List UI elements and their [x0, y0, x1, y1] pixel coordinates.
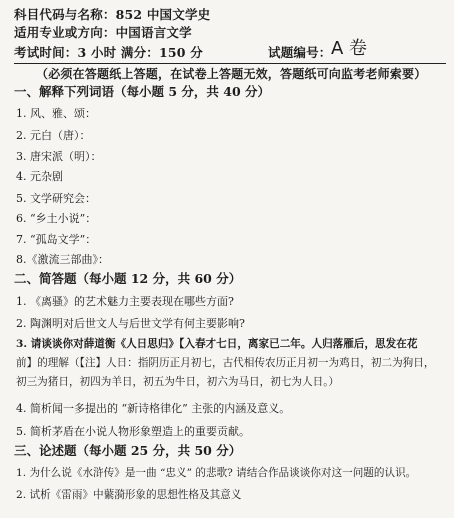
section-1-item: 5. 文学研究会：	[16, 192, 96, 205]
section-3-question-2: 2. 试析《雷雨》中蘩漪形象的思想性格及其意义	[16, 489, 242, 501]
section-1-item: 2. 元白（唐）：	[16, 129, 91, 142]
section-1-item: 3. 唐宋派（明）：	[16, 150, 102, 163]
section-2-question-1: 1. 《离骚》的艺术魅力主要表现在哪些方面?	[16, 295, 234, 308]
section-2-question-4: 4. 简析闻一多提出的 “新诗格律化” 主张的内涵及意义。	[16, 402, 291, 415]
section-1-item: 1. 风、雅、颂：	[16, 107, 96, 120]
section-2-question-3-line-3: 初三为猪日，初四为羊日，初五为牛日，初六为马日，初七为人日。）	[16, 376, 340, 388]
paper-code: A 卷	[331, 38, 368, 59]
section-2-question-5: 5. 简析茅盾在小说人物形象塑造上的重要贡献。	[16, 425, 250, 438]
subject-line: 科目代码与名称：852 中国文学史	[14, 7, 211, 22]
section-1-item: 6. “乡土小说”：	[16, 212, 97, 225]
header-divider	[14, 63, 446, 64]
time-score-line: 考试时间：3 小时 满分：150 分	[14, 45, 203, 60]
paper-number-label: 试题编号：	[268, 45, 332, 60]
major-line: 适用专业或方向：中国语言文学	[14, 25, 192, 40]
section-3-title: 三、论述题（每小题 25 分，共 50 分）	[14, 443, 242, 458]
section-1-item: 7. “孤岛文学”：	[16, 233, 97, 246]
section-2-title: 二、简答题（每小题 12 分，共 60 分）	[14, 271, 242, 286]
section-2-question-3-line-2: 前】的理解（【注】人日：指阴历正月初七，古代相传农历正月初一为鸡日，初二为狗日，	[16, 357, 435, 369]
section-3-question-1: 1. 为什么说《水浒传》是一曲 “忠义” 的悲歌? 请结合作品谈谈你对这一问题的认识。	[16, 467, 417, 479]
instruction-line: （必须在答题纸上答题，在试卷上答题无效，答题纸可向监考老师索要）	[36, 67, 427, 81]
section-2-question-3-line-1: 3. 请谈谈你对薛道衡《人日思归》【入春才七日，离家已二年。人归落雁后，思发在花	[16, 338, 418, 350]
section-1-item: 4. 元杂剧	[16, 170, 63, 183]
section-1-title: 一、解释下列词语（每小题 5 分，共 40 分）	[14, 84, 271, 99]
section-2-question-2: 2. 陶渊明对后世文人与后世文学有何主要影响?	[16, 317, 245, 330]
section-1-item: 8.《激流三部曲》：	[16, 253, 109, 266]
